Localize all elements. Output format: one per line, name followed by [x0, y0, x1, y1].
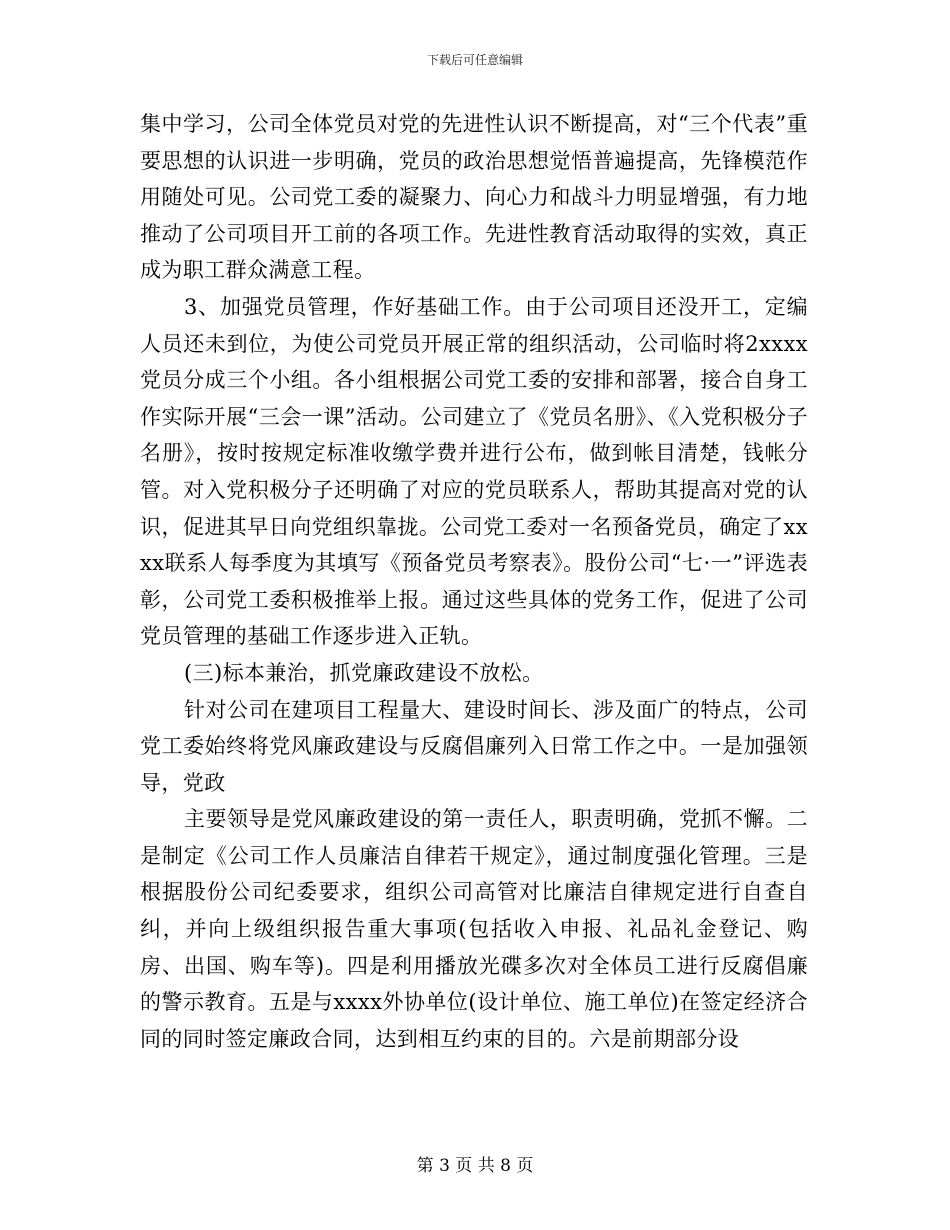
- paragraph-2: 3、加强党员管理，作好基础工作。由于公司项目还没开工，定编人员还未到位，为使公司党员开展正常的组织活动，公司临时将2xxxx党员分成三个小组。各小组根据公司党工委的安排和部署，接合自身工作实际开展“三会一课”活动。公司建立了《党员名册》、《入党积极分子名册》，按时按规定标准收缴学费并进行公布，做到帐目清楚，钱帐分管。对入党积极分子还明确了对应的党员联系人，帮助其提高对党的认识，促进其早日向党组织靠拢。公司党工委对一名预备党员，确定了xxxx联系人每季度为其填写《预备党员考察表》。股份公司“七·一”评选表彰，公司党工委积极推举上报。通过这些具体的党务工作，促进了公司党员管理的基础工作逐步进入正轨。: [140, 294, 808, 649]
- paragraph-1: 集中学习，公司全体党员对党的先进性认识不断提高，对“三个代表”重要思想的认识进一步明确，党员的政治思想觉悟普遍提高，先锋模范作用随处可见。公司党工委的凝聚力、向心力和战斗力明显增强，有力地推动了公司项目开工前的各项工作。先进性教育活动取得的实效，真正成为职工群众满意工程。: [140, 112, 808, 283]
- page-number: 第 3 页 共 8 页: [416, 1156, 534, 1176]
- section-heading: (三)标本兼治，抓党廉政建设不放松。: [184, 660, 544, 685]
- paragraph-3: 针对公司在建项目工程量大、建设时间长、涉及面广的特点，公司党工委始终将党风廉政建设与反腐倡廉列入日常工作之中。一是加强领导，党政: [140, 697, 808, 795]
- page-header-note: 下载后可任意编辑: [426, 53, 523, 67]
- document-body: [140, 106, 808, 1057]
- paragraph-4: 主要领导是党风廉政建设的第一责任人，职责明确，党抓不懈。二是制定《公司工作人员廉洁自律若干规定》，通过制度强化管理。三是根据股份公司纪委要求，组织公司高管对比廉洁自律规定进行自查自纠，并向上级组织报告重大事项(包括收入申报、礼品礼金登记、购房、出国、购车等)。四是利用播放光碟多次对全体员工进行反腐倡廉的警示教育。五是与xxxx外协单位(设计单位、施工单位)在签定经济合同的同时签定廉政合同，达到相互约束的目的。六是前期部分设: [140, 807, 808, 1051]
